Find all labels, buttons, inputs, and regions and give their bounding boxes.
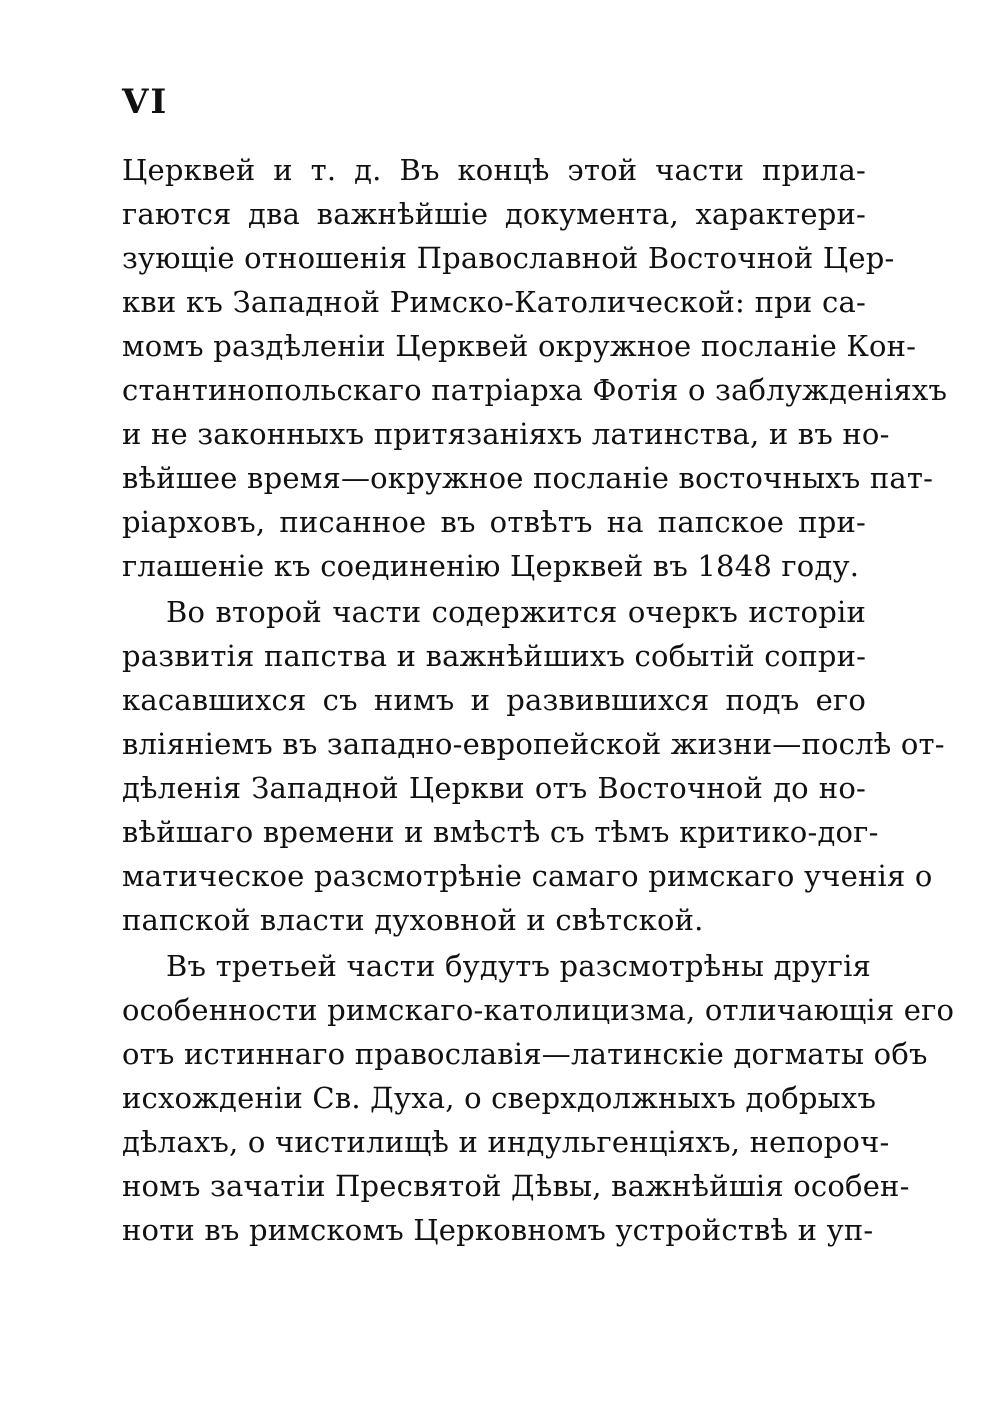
- text-line: развитія папства и важнѣйшихъ событій сопри-: [122, 639, 867, 673]
- text-line: стантинопольскаго патріарха Фотія о заблужденіяхъ: [122, 373, 948, 407]
- text-line: дѣлахъ, о чистилищѣ и индульгенціяхъ, непороч-: [122, 1125, 890, 1159]
- text-line: исхожденіи Св. Духа, о сверхдолжныхъ добрыхъ: [122, 1081, 877, 1115]
- text-line: Въ третьей части будутъ разсмотрѣны другія: [166, 949, 872, 983]
- text-line: касавшихся съ нимъ и развившихся подъ его: [122, 683, 866, 717]
- paragraph-2: [122, 590, 945, 942]
- text-line: ріарховъ, писанное въ отвѣтъ на папское при-: [122, 505, 866, 539]
- text-line: особенности римскаго-католицизма, отличающія его: [122, 993, 955, 1027]
- page-number: VI: [122, 82, 169, 122]
- text-line: папской власти духовной и свѣтской.: [122, 903, 704, 937]
- text-line: дѣленія Западной Церкви отъ Восточной до но-: [122, 771, 866, 805]
- text-line: вліяніемъ въ западно-европейской жизни—послѣ от-: [122, 727, 945, 761]
- text-line: момъ раздѣленіи Церквей окружное посланіе Кон-: [122, 329, 917, 363]
- text-line: глашеніе къ соединенію Церквей въ 1848 году.: [122, 549, 860, 583]
- text-line: гаются два важнѣйшіе документа, характери-: [122, 197, 866, 231]
- body-text: [122, 148, 955, 1252]
- text-line: номъ зачатіи Пресвятой Дѣвы, важнѣйшія особен-: [122, 1169, 910, 1203]
- text-line: и не законныхъ притязаніяхъ латинства, и въ но-: [122, 417, 890, 451]
- text-line: Во второй части содержится очеркъ исторіи: [166, 595, 866, 629]
- text-line: вѣйшаго времени и вмѣстѣ съ тѣмъ критико-дог-: [122, 815, 879, 849]
- paragraph-1: [122, 148, 948, 588]
- text-line: отъ истиннаго православія—латинскіе догматы объ: [122, 1037, 928, 1071]
- text-line: зующіе отношенія Православной Восточной Цер-: [122, 241, 895, 275]
- paragraph-3: [122, 944, 955, 1252]
- text-line: кви къ Западной Римско-Католической: при са-: [122, 285, 866, 319]
- text-line: Церквей и т. д. Въ концѣ этой части прила-: [122, 153, 866, 187]
- text-line: ноти въ римскомъ Церковномъ устройствѣ и уп-: [122, 1213, 874, 1247]
- text-line: матическое разсмотрѣніе самаго римскаго ученія о: [122, 859, 933, 893]
- text-line: вѣйшее время—окружное посланіе восточныхъ пат-: [122, 461, 934, 495]
